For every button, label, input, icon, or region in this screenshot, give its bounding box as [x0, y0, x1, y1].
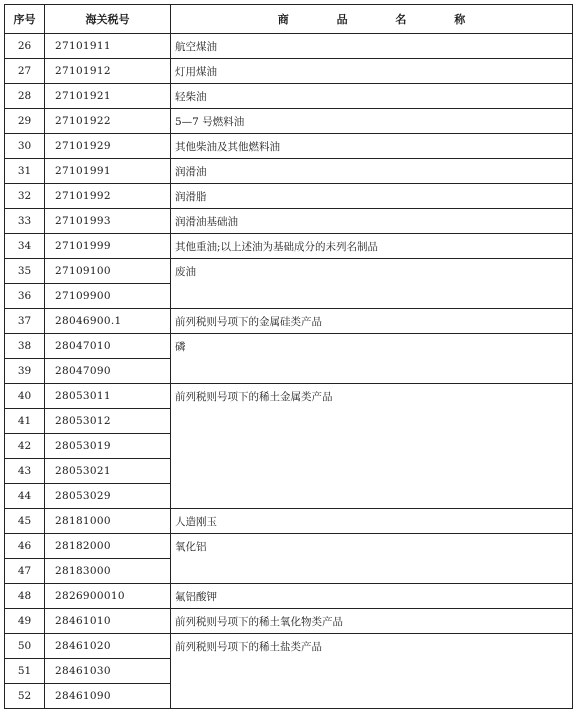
- row-seq: 45: [5, 509, 45, 534]
- row-name: 氟铝酸钾: [171, 584, 573, 609]
- row-name: 磷: [171, 334, 573, 384]
- row-name: 前列税则号项下的稀土盐类产品: [171, 634, 573, 709]
- table-row: [5, 259, 573, 284]
- row-code: 27101999: [45, 234, 171, 259]
- row-name: 轻柴油: [171, 84, 573, 109]
- header-code: 海关税号: [45, 5, 171, 34]
- row-code: 27109900: [45, 284, 171, 309]
- row-code: 27101991: [45, 159, 171, 184]
- table-row: [5, 134, 573, 159]
- row-seq: 46: [5, 534, 45, 559]
- row-seq: 48: [5, 584, 45, 609]
- row-code: 27109100: [45, 259, 171, 284]
- row-code: 28461090: [45, 684, 171, 709]
- row-code: 28053021: [45, 459, 171, 484]
- row-code: 27101993: [45, 209, 171, 234]
- row-name: 前列税则号项下的稀土氧化物类产品: [171, 609, 573, 634]
- row-code: 27101921: [45, 84, 171, 109]
- row-seq: 39: [5, 359, 45, 384]
- row-seq: 38: [5, 334, 45, 359]
- row-code: 28053011: [45, 384, 171, 409]
- table-row: [5, 34, 573, 59]
- row-code: 27101912: [45, 59, 171, 84]
- row-name: 润滑油基础油: [171, 209, 573, 234]
- row-code: 28183000: [45, 559, 171, 584]
- row-seq: 26: [5, 34, 45, 59]
- row-seq: 49: [5, 609, 45, 634]
- row-name: 人造刚玉: [171, 509, 573, 534]
- row-seq: 32: [5, 184, 45, 209]
- row-code: 28053012: [45, 409, 171, 434]
- row-code: 28182000: [45, 534, 171, 559]
- row-name: 润滑油: [171, 159, 573, 184]
- row-name: 其他柴油及其他燃料油: [171, 134, 573, 159]
- table-row: [5, 384, 573, 409]
- row-name: 氧化铝: [171, 534, 573, 584]
- row-code: 28461020: [45, 634, 171, 659]
- row-name: 5—7 号燃料油: [171, 109, 573, 134]
- row-seq: 34: [5, 234, 45, 259]
- row-seq: 40: [5, 384, 45, 409]
- row-name: 其他重油;以上述油为基础成分的未列名制品: [171, 234, 573, 259]
- table-row: [5, 59, 573, 84]
- table-row: [5, 334, 573, 359]
- row-seq: 28: [5, 84, 45, 109]
- table-row: [5, 634, 573, 659]
- table-header-row: [5, 5, 573, 34]
- row-seq: 52: [5, 684, 45, 709]
- document-page: [4, 4, 574, 708]
- row-name: 废油: [171, 259, 573, 309]
- row-seq: 35: [5, 259, 45, 284]
- table-row: [5, 534, 573, 559]
- table-row: [5, 234, 573, 259]
- row-name: 灯用煤油: [171, 59, 573, 84]
- row-seq: 31: [5, 159, 45, 184]
- row-seq: 33: [5, 209, 45, 234]
- row-code: 28461030: [45, 659, 171, 684]
- row-seq: 47: [5, 559, 45, 584]
- row-code: 27101911: [45, 34, 171, 59]
- header-seq: 序号: [5, 5, 45, 34]
- row-code: 28461010: [45, 609, 171, 634]
- row-code: 28053019: [45, 434, 171, 459]
- header-name: 商 品 名 称: [171, 5, 573, 34]
- row-name: 润滑脂: [171, 184, 573, 209]
- table-row: [5, 159, 573, 184]
- table-row: [5, 209, 573, 234]
- row-code: 27101992: [45, 184, 171, 209]
- row-code: 2826900010: [45, 584, 171, 609]
- row-seq: 37: [5, 309, 45, 334]
- table-row: [5, 509, 573, 534]
- tariff-table: [4, 4, 573, 709]
- row-seq: 44: [5, 484, 45, 509]
- row-name: 航空煤油: [171, 34, 573, 59]
- row-code: 27101922: [45, 109, 171, 134]
- row-seq: 29: [5, 109, 45, 134]
- row-name: 前列税则号项下的金属硅类产品: [171, 309, 573, 334]
- row-code: 28047010: [45, 334, 171, 359]
- row-seq: 30: [5, 134, 45, 159]
- row-seq: 41: [5, 409, 45, 434]
- row-seq: 27: [5, 59, 45, 84]
- row-name: 前列税则号项下的稀土金属类产品: [171, 384, 573, 509]
- row-seq: 51: [5, 659, 45, 684]
- row-seq: 42: [5, 434, 45, 459]
- table-row: [5, 184, 573, 209]
- row-code: 28047090: [45, 359, 171, 384]
- row-code: 28046900.1: [45, 309, 171, 334]
- table-row: [5, 609, 573, 634]
- row-seq: 50: [5, 634, 45, 659]
- table-row: [5, 109, 573, 134]
- row-code: 27101929: [45, 134, 171, 159]
- row-code: 28181000: [45, 509, 171, 534]
- table-row: [5, 84, 573, 109]
- row-seq: 43: [5, 459, 45, 484]
- table-row: [5, 309, 573, 334]
- row-code: 28053029: [45, 484, 171, 509]
- table-row: [5, 584, 573, 609]
- row-seq: 36: [5, 284, 45, 309]
